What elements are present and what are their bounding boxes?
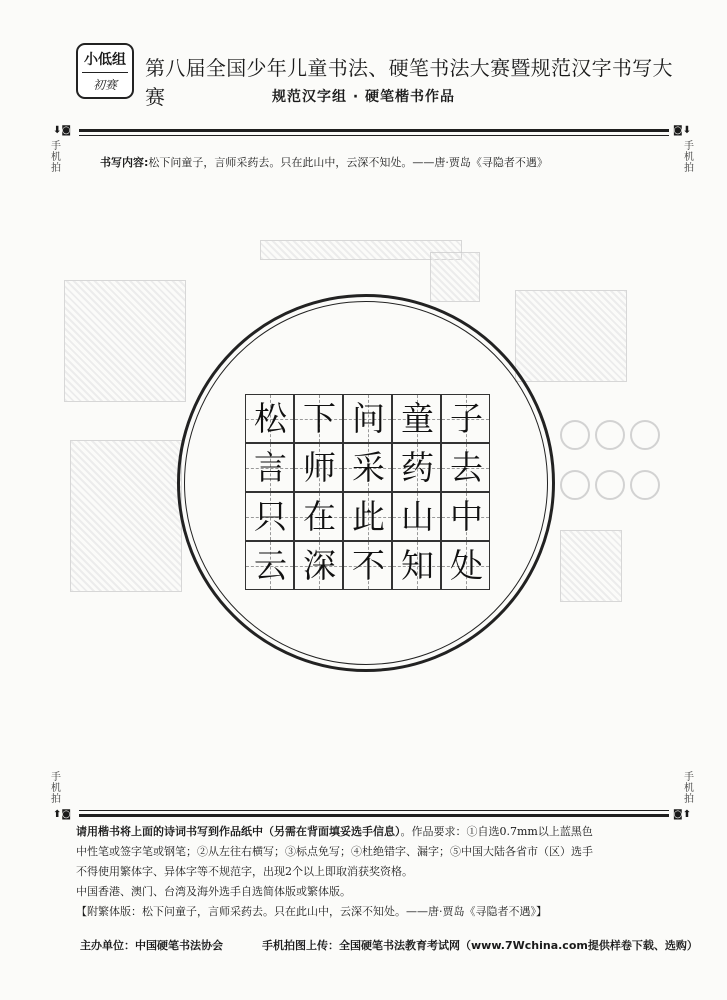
grid-cell: [392, 492, 441, 541]
grid-cell: [245, 443, 294, 492]
grid-cell: [294, 443, 343, 492]
bleed-through-mark: [515, 290, 627, 382]
bottom-rule-thin: [79, 810, 669, 811]
bleed-through-mark: [595, 420, 625, 450]
top-rule-thin: [79, 135, 669, 136]
grid-character: 童: [401, 399, 434, 438]
grid-cell: [294, 394, 343, 443]
grid-cell: [392, 541, 441, 590]
bleed-through-mark: [64, 280, 186, 402]
competition-subtitle: 规范汉字组 · 硬笔楷书作品: [271, 89, 456, 105]
side-note-top-right: 手 机 拍: [684, 141, 694, 174]
badge-round-label: 初赛: [92, 78, 117, 92]
camera-arrow-icon-bottom-left: ⬆◙: [53, 809, 72, 820]
organizer-note: 主办单位：中国硬笔书法协会: [80, 939, 223, 952]
requirements-line-1: [76, 822, 676, 842]
grid-character: 只: [254, 497, 287, 536]
writing-content-text: 松下问童子，言师采药去。只在此山中，云深不知处。——唐·贾岛《寻隐者不遇》: [148, 156, 548, 169]
grid-cell: [441, 443, 490, 492]
grid-character: 药: [401, 448, 434, 487]
bleed-through-mark: [560, 420, 590, 450]
grid-character: 中: [450, 497, 483, 536]
side-note-bottom-right: 手 机 拍: [684, 772, 694, 805]
upload-note: 手机拍图上传：全国硬笔书法教育考试网（www.7Wchina.com提供样卷下载、选购）: [262, 939, 698, 952]
grid-character: 子: [450, 399, 483, 438]
requirements-line-2: 中性笔或签字笔或钢笔；②从左往右横写；③标点免写；④杜绝错字、漏字；⑤中国大陆各省市（区）选手: [76, 845, 593, 858]
writing-content-label: 书写内容:: [100, 156, 149, 169]
grid-cell: [441, 492, 490, 541]
competition-title: 第八届全国少年儿童书法、硬笔书法大赛暨规范汉字书写大赛: [145, 56, 673, 109]
grid-character: 此: [352, 497, 385, 536]
grid-cell: [245, 541, 294, 590]
bleed-through-mark: [595, 470, 625, 500]
grid-character: 采: [352, 448, 385, 487]
writing-grid: [245, 394, 490, 590]
grid-cell: [343, 541, 392, 590]
grid-character: 不: [352, 546, 385, 585]
side-note-top-left: 手 机 拍: [51, 141, 61, 174]
grid-character: 师: [303, 448, 336, 487]
bleed-through-mark: [630, 470, 660, 500]
grid-character: 下: [303, 399, 336, 438]
grid-character: 松: [254, 399, 287, 438]
grid-cell: [343, 443, 392, 492]
camera-arrow-icon-bottom-right: ◙⬆: [673, 809, 692, 820]
grid-cell: [294, 492, 343, 541]
grid-cell: [245, 492, 294, 541]
grid-cell: [343, 394, 392, 443]
requirements-line-1-rest: 。作品要求：①自选0.7mm以上蓝黑色: [400, 825, 593, 838]
grid-cell: [392, 443, 441, 492]
grid-character: 深: [303, 546, 336, 585]
grid-character: 处: [450, 546, 483, 585]
bleed-through-mark: [630, 420, 660, 450]
writing-content: [100, 154, 548, 170]
bottom-rule-thick: [79, 814, 669, 817]
requirements-block: [76, 822, 676, 922]
badge-group-label: 小低组: [84, 52, 126, 68]
grid-cell: [392, 394, 441, 443]
grid-character: 言: [254, 448, 287, 487]
bleed-through-mark: [430, 252, 480, 302]
grid-cell: [294, 541, 343, 590]
side-note-bottom-left: 手 机 拍: [51, 772, 61, 805]
grid-cell: [343, 492, 392, 541]
top-rule-thick: [79, 129, 669, 132]
grid-cell: [245, 394, 294, 443]
bleed-through-mark: [560, 470, 590, 500]
camera-arrow-icon-top-right: ◙⬇: [673, 125, 692, 136]
grid-cell: [441, 541, 490, 590]
grid-cell: [441, 394, 490, 443]
requirements-line-3: 不得使用繁体字、异体字等不规范字，出现2个以上即取消获奖资格。: [76, 865, 413, 878]
requirements-line-5: 【附繁体版：松下问童子，言师采药去。只在此山中，云深不知处。——唐·贾岛《寻隐者不遇》】: [76, 905, 547, 918]
grid-character: 在: [303, 497, 336, 536]
badge-divider: [82, 72, 128, 73]
requirements-heading: 请用楷书将上面的诗词书写到作品纸中（另需在背面填妥选手信息）: [76, 825, 401, 838]
bleed-through-mark: [560, 530, 622, 602]
requirements-line-4: 中国香港、澳门、台湾及海外选手自选简体版或繁体版。: [76, 885, 351, 898]
camera-arrow-icon-top-left: ⬇◙: [53, 125, 72, 136]
grid-character: 去: [450, 448, 483, 487]
grid-character: 云: [254, 546, 287, 585]
grid-character: 山: [401, 497, 434, 536]
grid-character: 问: [352, 399, 385, 438]
bleed-through-mark: [70, 440, 182, 592]
grid-character: 知: [401, 546, 434, 585]
